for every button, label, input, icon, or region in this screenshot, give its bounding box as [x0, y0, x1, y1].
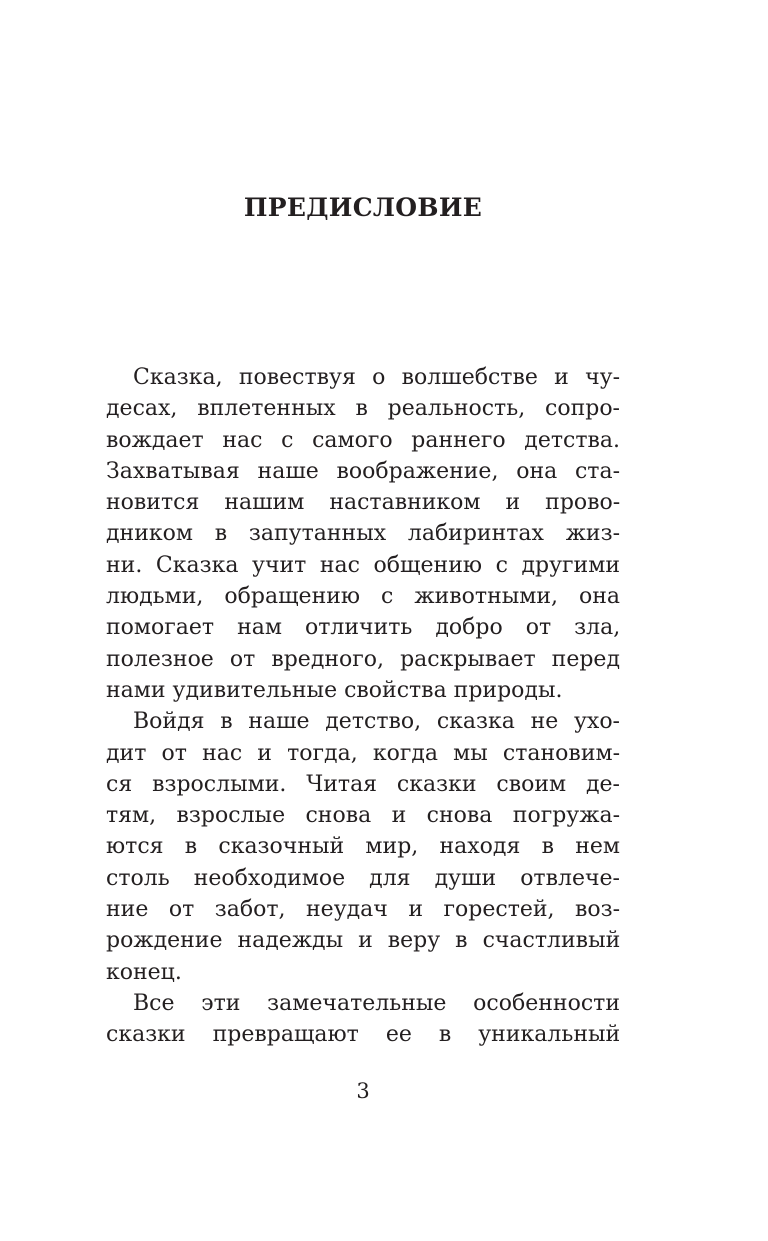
text-line: ние от забот, неудач и горестей, воз- [106, 897, 621, 923]
text-line: тям, взрослые снова и снова погружа- [106, 803, 621, 829]
text-line: вождает нас с самого раннего детства. [106, 427, 620, 453]
text-line: десах, вплетенных в реальность, сопро- [106, 396, 620, 422]
text-line: нами удивительные свойства природы. [106, 677, 563, 703]
chapter-title: ПРЕДИСЛОВИЕ [243, 193, 483, 222]
text-line: ся взрослыми. Читая сказки своим де- [106, 771, 620, 797]
body-text [106, 362, 620, 1051]
text-line: ются в сказочный мир, находя в нем [106, 834, 620, 860]
text-line: Сказка, повествуя о волшебстве и чу- [133, 365, 620, 390]
text-line: дником в запутанных лабиринтах жиз- [106, 521, 621, 547]
text-line: конец. [106, 959, 182, 985]
text-line: столь необходимое для души отвлече- [106, 865, 620, 891]
text-line: ни. Сказка учит нас общению с другими [106, 552, 620, 578]
text-line: полезное от вредного, раскрывает перед [106, 646, 620, 672]
page-number: 3 [356, 1079, 370, 1103]
text-line: сказки превращают ее в уникальный [106, 1022, 621, 1048]
text-line: людьми, обращению с животными, она [106, 584, 621, 610]
text-line: новится нашим наставником и прово- [106, 490, 621, 516]
text-line: помогает нам отличить добро от зла, [106, 615, 621, 641]
text-line: Войдя в наше детство, сказка не ухо- [133, 709, 620, 735]
text-line: рождение надежды и веру в счастливый [106, 928, 621, 954]
text-line: Захватывая наше воображение, она ста- [106, 458, 621, 484]
text-line: Все эти замечательные особенности [133, 990, 620, 1016]
text-line: дит от нас и тогда, когда мы становим- [106, 740, 621, 766]
